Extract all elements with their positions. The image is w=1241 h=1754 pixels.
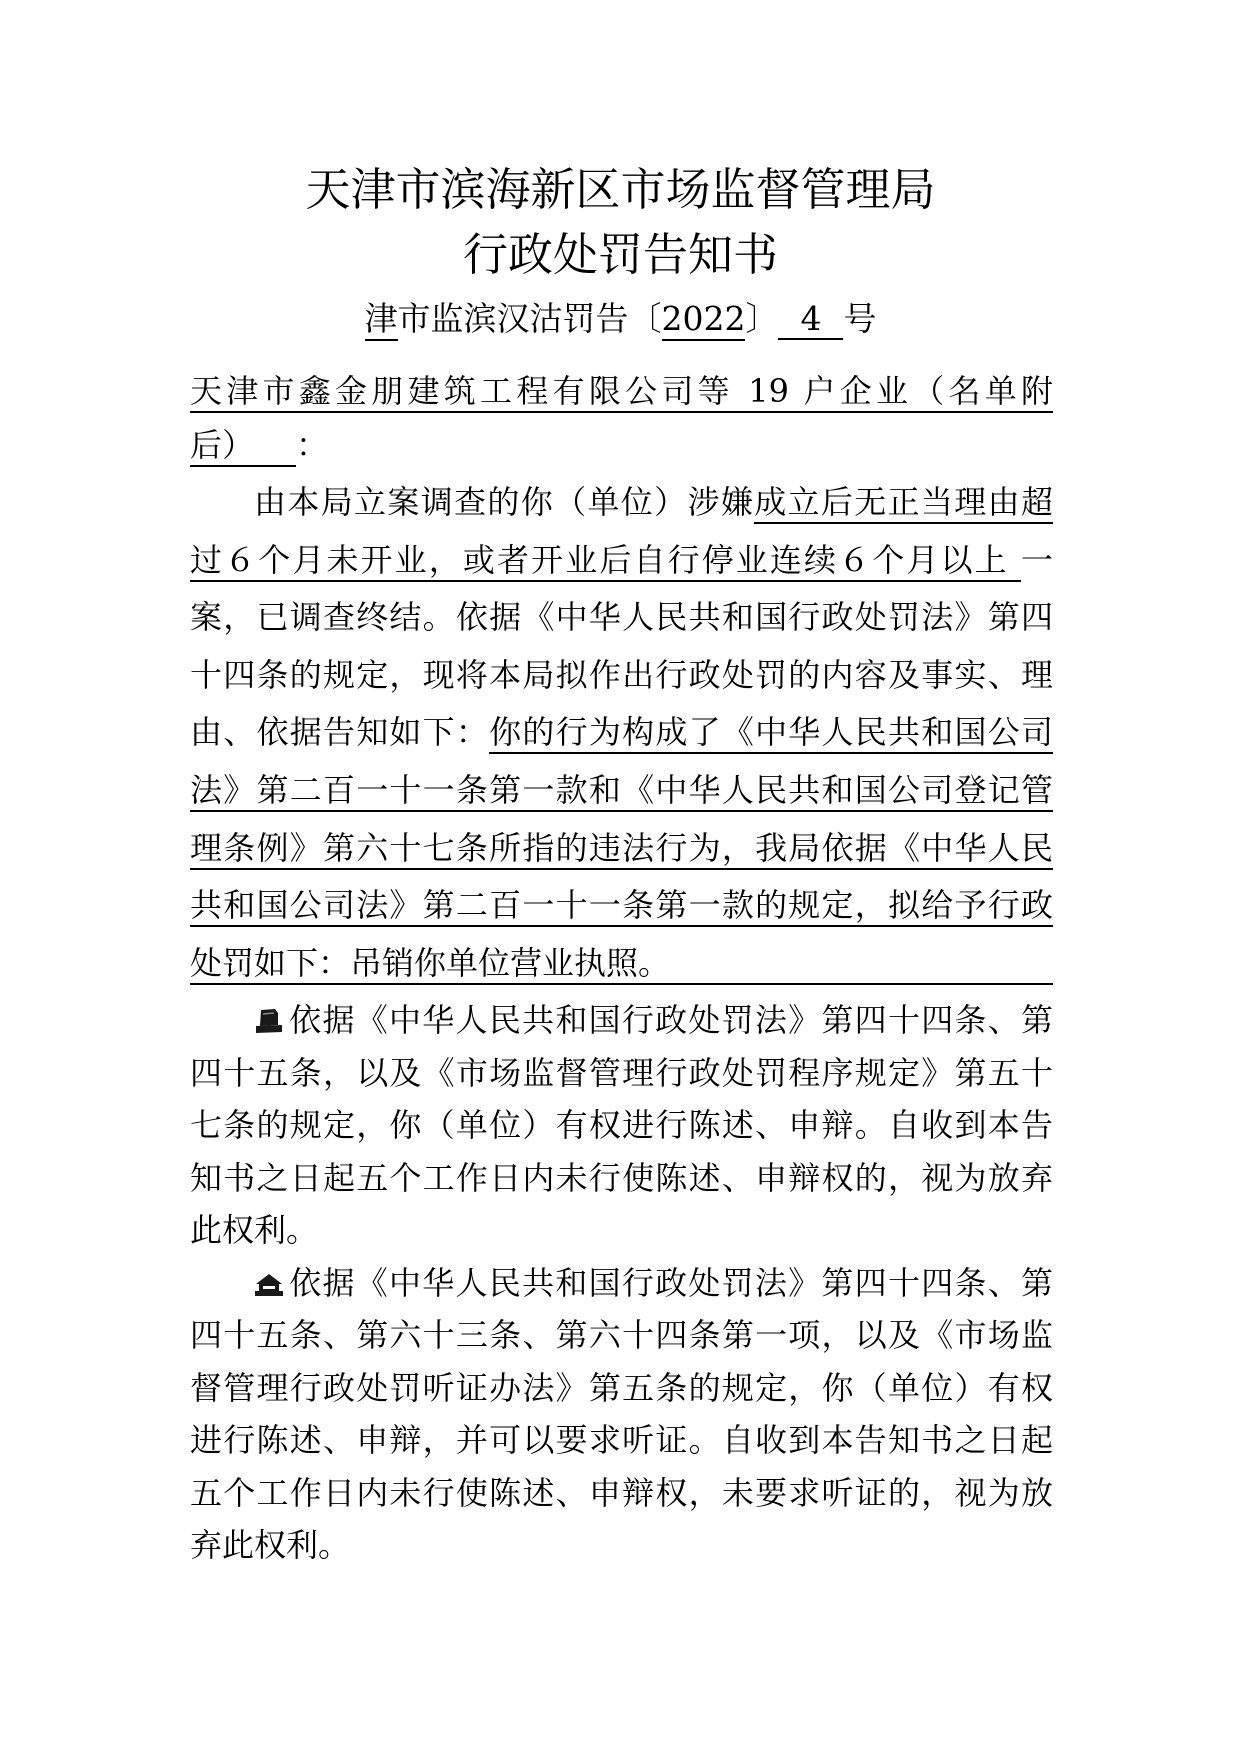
document-number xyxy=(0,295,1241,343)
text-line xyxy=(190,1204,1053,1257)
text-line xyxy=(190,418,1053,472)
text-segment: 此权利。 xyxy=(190,1211,319,1249)
text-line xyxy=(190,1467,1053,1519)
text-line xyxy=(190,1414,1053,1466)
underlined-text: 成立后无正当理由超 xyxy=(754,483,1053,524)
text-segment: 五个工作日内未行使陈述、申辩权，未要求听证的，视为放 xyxy=(190,1473,1053,1512)
text-line xyxy=(190,762,1053,820)
text-segment: 十四条的规定，现将本局拟作出行政处罚的内容及事实、理 xyxy=(190,655,1053,694)
paragraph-statement-rights xyxy=(190,994,1053,1257)
document-title: 行政处罚告知书 xyxy=(462,228,778,281)
text-line xyxy=(190,1257,1053,1309)
underlined-text: 共和国公司法》第二百一十一条第一款的规定，拟给予行政 xyxy=(190,886,1053,927)
text-line xyxy=(190,532,1053,590)
black-box-icon xyxy=(254,1006,284,1036)
paragraph-hearing-rights xyxy=(190,1257,1053,1571)
text-line xyxy=(190,994,1053,1047)
agency-title: 天津市滨海新区市场监督管理局 xyxy=(305,163,936,216)
text-segment: 市监滨汉沽罚告〔 xyxy=(397,299,662,338)
underlined-text: 4 xyxy=(778,299,843,340)
text-segment: 号 xyxy=(843,299,877,338)
underlined-text: 过６个月未开业，或者开业后自行停业连续６个月以上 xyxy=(190,541,1021,582)
text-line xyxy=(190,704,1053,762)
text-segment: 知书之日起五个工作日内未行使陈述、申辩权的，视为放弃 xyxy=(190,1158,1053,1197)
text-segment: 〕 xyxy=(745,299,779,338)
text-segment: 督管理行政处罚听证办法》第五条的规定，你（单位）有权 xyxy=(190,1368,1053,1407)
text-line xyxy=(190,1309,1053,1361)
text-line xyxy=(190,935,1053,993)
recipient-block xyxy=(190,364,1053,472)
text-segment: 案，已调查终结。依据《中华人民共和国行政处罚法》第四 xyxy=(190,598,1053,637)
text-line xyxy=(190,589,1053,647)
text-line xyxy=(190,1362,1053,1414)
text-line xyxy=(190,474,1053,532)
text-segment: 依据《中华人民共和国行政处罚法》第四十四条、第 xyxy=(288,1001,1053,1039)
underlined-text: 理条例》第六十七条所指的违法行为，我局依据《中华人民 xyxy=(190,829,1053,870)
text-line xyxy=(190,1047,1053,1100)
underlined-text: 法》第二百一十一条第一款和《中华人民共和国公司登记管 xyxy=(190,771,1053,812)
underlined-text: 你的行为构成了《中华人民共和国公司 xyxy=(489,713,1053,754)
underlined-text: 后） xyxy=(190,426,296,467)
house-icon xyxy=(254,1269,284,1299)
paragraph-penalty-notice xyxy=(190,474,1053,992)
underlined-text: 2022 xyxy=(662,299,746,341)
text-segment: 由本局立案调查的你（单位）涉嫌 xyxy=(254,483,755,521)
text-segment: 七条的规定，你（单位）有权进行陈述、申辩。自收到本告 xyxy=(190,1106,1053,1144)
text-line xyxy=(190,1152,1053,1205)
text-line xyxy=(190,364,1053,418)
underlined-text: 处罚如下：吊销你单位营业执照。 xyxy=(190,944,1053,985)
text-segment: 四十五条、第六十三条、第六十四条第一项，以及《市场监 xyxy=(190,1316,1053,1355)
text-segment: 四十五条，以及《市场监督管理行政处罚程序规定》第五十 xyxy=(190,1053,1053,1092)
underlined-text: 津 xyxy=(365,299,398,341)
text-segment: 依据《中华人民共和国行政处罚法》第四十四条、第 xyxy=(288,1264,1053,1302)
text-segment: 弃此权利。 xyxy=(190,1525,351,1564)
text-segment: ： xyxy=(296,426,329,464)
text-line xyxy=(190,1099,1053,1152)
text-segment: 进行陈述、申辩，并可以要求听证。自收到本告知书之日起 xyxy=(190,1421,1053,1460)
underlined-text: 天津市鑫金朋建筑工程有限公司等 19 户企业（名单附 xyxy=(190,372,1053,413)
text-segment: 由、依据告知如下： xyxy=(190,713,490,752)
text-segment: 一 xyxy=(1020,540,1053,579)
text-line xyxy=(190,877,1053,935)
text-line xyxy=(190,1519,1053,1571)
text-line xyxy=(190,647,1053,705)
text-line xyxy=(190,820,1053,878)
